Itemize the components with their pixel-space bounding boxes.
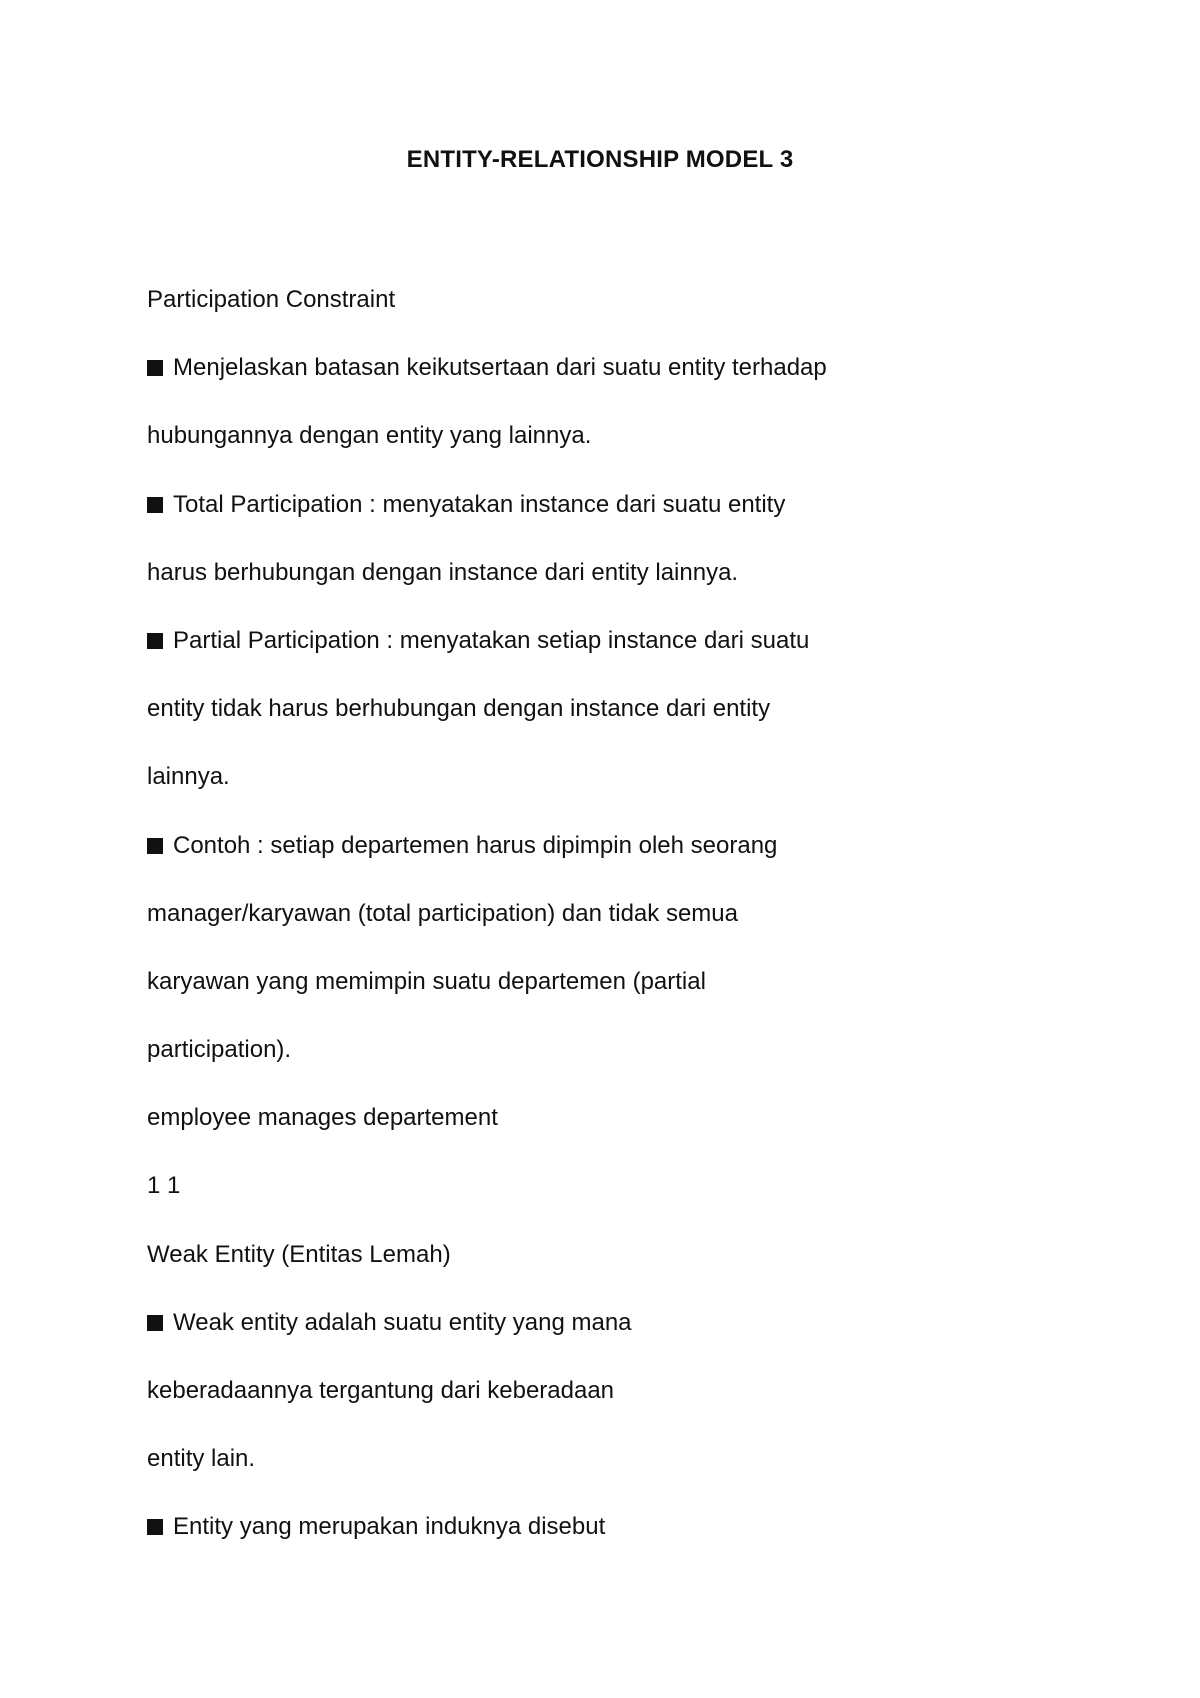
square-bullet-icon: [147, 633, 163, 649]
line-text: keberadaannya tergantung dari keberadaan: [147, 1377, 615, 1404]
text-line: [147, 1030, 1107, 1098]
line-text: Weak Entity (Entitas Lemah): [147, 1240, 451, 1268]
bullet-line: [147, 826, 1107, 894]
line-text: entity lain.: [147, 1445, 256, 1473]
text-line: [147, 1098, 1107, 1166]
text-line: [147, 689, 1107, 757]
line-text: hubungannya dengan entity yang lainnya.: [147, 422, 592, 450]
line-text: Menjelaskan batasan keikutsertaan dari suatu entity terhadap: [173, 354, 827, 382]
text-line: [147, 280, 1107, 348]
text-line: [147, 416, 1107, 484]
square-bullet-icon: [147, 1315, 163, 1331]
text-line: [147, 1371, 1107, 1439]
line-text: Partial Participation : menyatakan setiap instance dari suatu: [173, 626, 810, 654]
document-body: [147, 280, 1107, 1576]
text-line: [147, 1235, 1107, 1303]
square-bullet-icon: [147, 1519, 163, 1535]
bullet-line: [147, 1303, 1107, 1371]
text-line: [147, 553, 1107, 621]
square-bullet-icon: [147, 838, 163, 854]
line-text: Total Participation : menyatakan instance dari suatu entity: [173, 490, 786, 518]
text-line: [147, 1166, 1107, 1234]
line-text: participation).: [147, 1036, 292, 1064]
text-line: [147, 757, 1107, 825]
line-text: karyawan yang memimpin suatu departemen (partial: [147, 967, 706, 995]
square-bullet-icon: [147, 360, 163, 376]
line-text: Weak entity adalah suatu entity yang mana: [173, 1308, 632, 1336]
line-text: Contoh : setiap departemen harus dipimpin oleh seorang: [173, 831, 778, 859]
text-line: [147, 1439, 1107, 1507]
line-text: harus berhubungan dengan instance dari entity lainnya.: [147, 558, 739, 586]
line-text: entity tidak harus berhubungan dengan instance dari entity: [147, 695, 771, 723]
document-title: ENTITY-RELATIONSHIP MODEL 3: [406, 146, 794, 173]
bullet-line: [147, 485, 1107, 553]
bullet-line: [147, 621, 1107, 689]
bullet-line: [147, 1507, 1107, 1575]
line-text: employee manages departement: [147, 1104, 498, 1132]
line-text: 1 1: [147, 1172, 181, 1200]
line-text: Entity yang merupakan induknya disebut: [173, 1513, 606, 1541]
line-text: lainnya.: [147, 763, 230, 791]
line-text: manager/karyawan (total participation) dan tidak semua: [147, 899, 738, 927]
square-bullet-icon: [147, 497, 163, 513]
line-text: Participation Constraint: [147, 286, 396, 313]
text-line: [147, 962, 1107, 1030]
bullet-line: [147, 348, 1107, 416]
text-line: [147, 894, 1107, 962]
